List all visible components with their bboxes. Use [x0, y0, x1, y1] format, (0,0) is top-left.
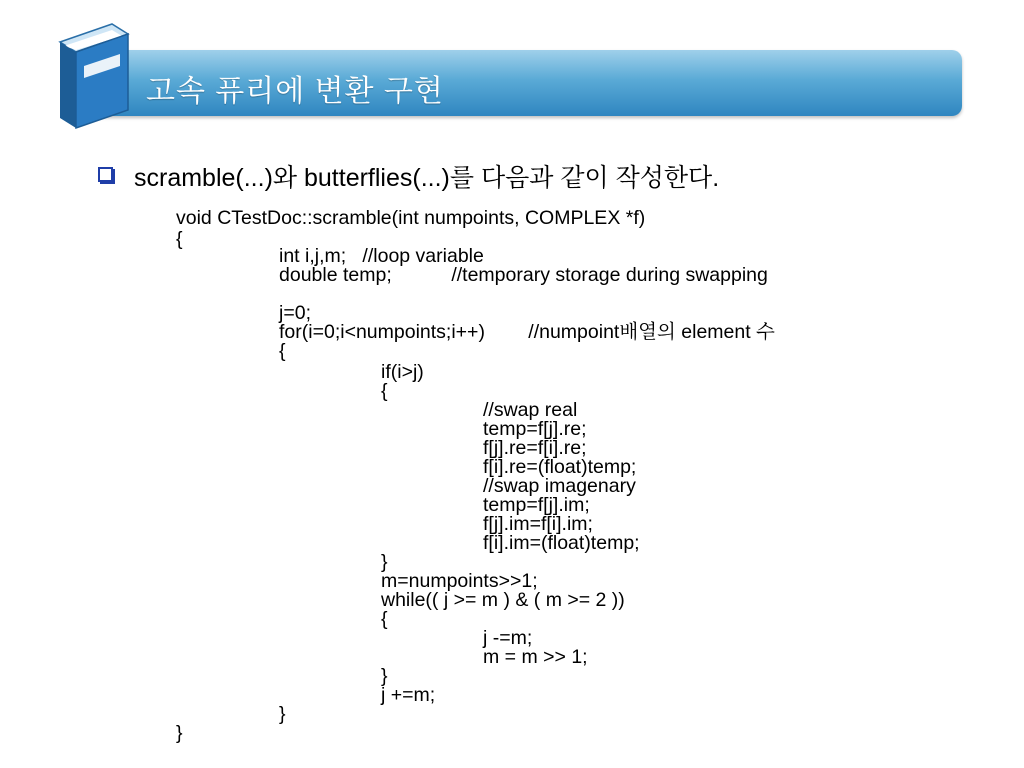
code-line: //swap real: [483, 399, 578, 421]
code-line: }: [381, 665, 388, 687]
code-line: }: [176, 722, 183, 744]
code-line: f[j].im=f[i].im;: [483, 513, 593, 535]
code-line: int i,j,m; //loop variable: [279, 245, 484, 267]
code-line: while(( j >= m ) & ( m >= 2 )): [381, 589, 625, 611]
code-line: f[i].re=(float)temp;: [483, 456, 637, 478]
code-line: m = m >> 1;: [483, 646, 588, 668]
code-line: }: [381, 551, 388, 573]
book-icon: [54, 20, 132, 130]
code-line: m=numpoints>>1;: [381, 570, 538, 592]
code-line: //swap imagenary: [483, 475, 636, 497]
code-line: }: [279, 703, 286, 725]
code-line: double temp; //temporary storage during swapping: [279, 264, 768, 286]
bullet-text: scramble(...)와 butterflies(...)를 다음과 같이 작성한다.: [134, 164, 720, 192]
code-line: {: [176, 228, 183, 250]
code-line: j -=m;: [483, 627, 533, 649]
code-line: f[i].im=(float)temp;: [483, 532, 640, 554]
code-line: {: [279, 340, 286, 362]
code-line: f[j].re=f[i].re;: [483, 437, 587, 459]
code-line: j +=m;: [381, 684, 436, 706]
slide-title: 고속 퓨리에 변환 구현: [146, 75, 444, 108]
code-line: {: [381, 608, 388, 630]
code-line: temp=f[j].im;: [483, 494, 590, 516]
code-line: j=0;: [279, 302, 311, 324]
code-line: for(i=0;i<numpoints;i++) //numpoint배열의 element 수: [279, 321, 775, 343]
code-line: void CTestDoc::scramble(int numpoints, COMPLEX *f): [176, 207, 646, 229]
bullet-icon: [98, 167, 113, 182]
code-line: if(i>j): [381, 361, 424, 383]
code-line: {: [381, 380, 388, 402]
code-line: temp=f[j].re;: [483, 418, 587, 440]
